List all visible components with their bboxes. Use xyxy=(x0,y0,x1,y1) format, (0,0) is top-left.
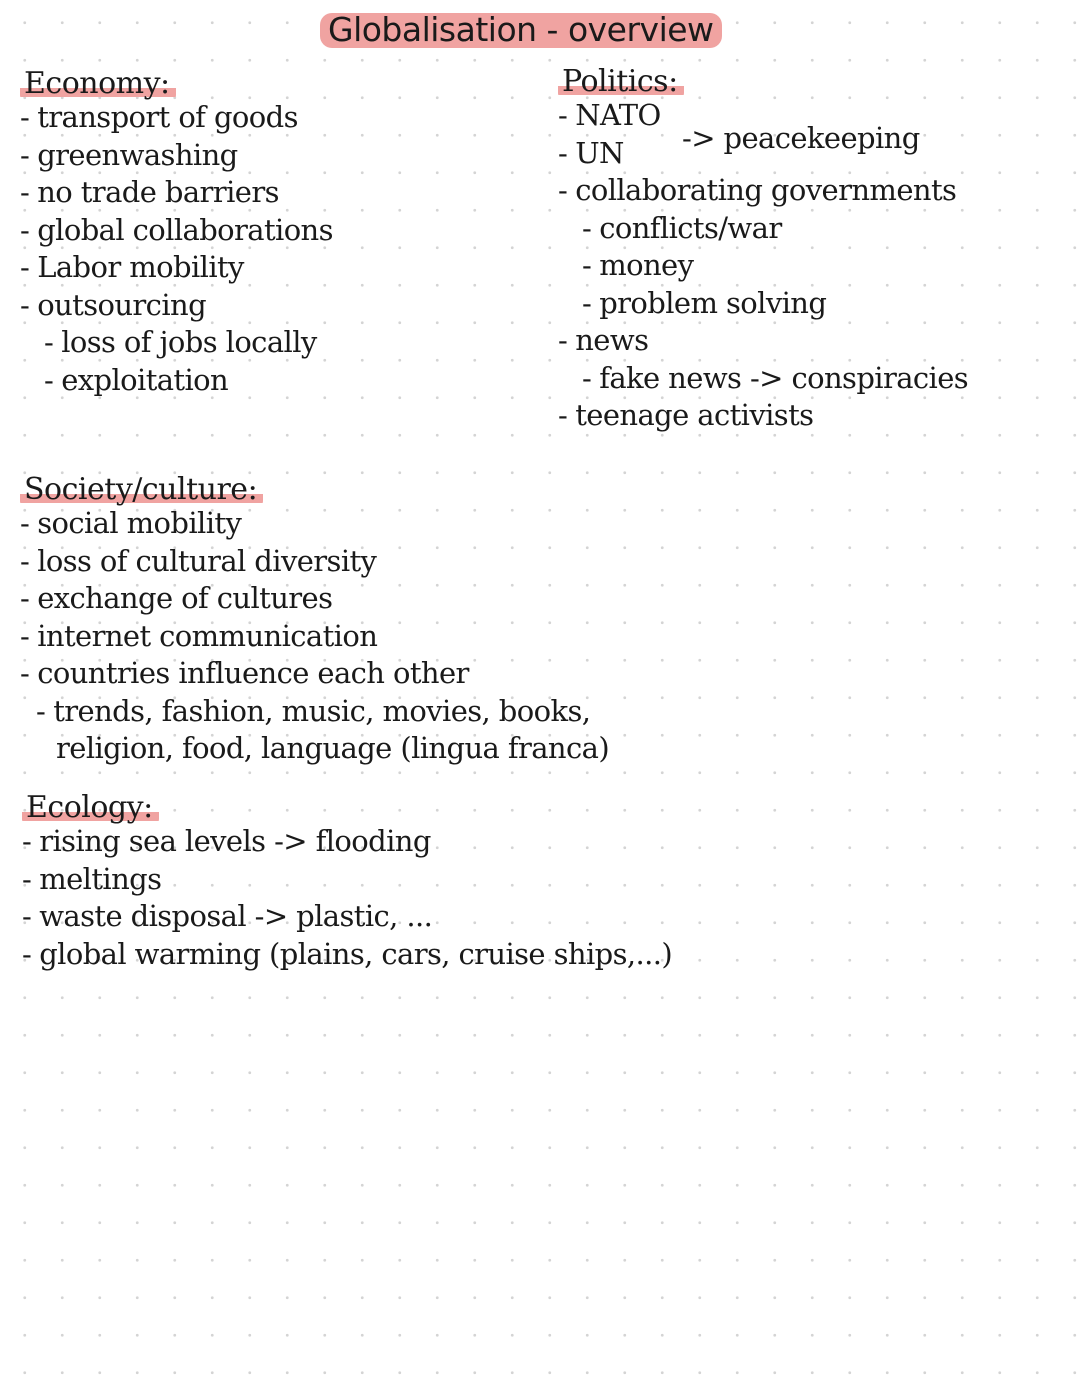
list-item: - social mobility xyxy=(20,506,242,540)
list-item: - news xyxy=(558,323,649,357)
list-subitem: - trends, fashion, music, movies, books, xyxy=(36,693,591,728)
list-item: - global warming (plains, cars, cruise ships,...) xyxy=(22,936,673,971)
list-item: - outsourcing xyxy=(20,287,207,322)
peacekeeping-note: -> peacekeeping xyxy=(682,121,920,155)
list-item: - collaborating governments xyxy=(558,173,957,207)
list-subitem: - exploitation xyxy=(44,362,229,397)
list-subitem: - conflicts/war xyxy=(582,210,782,245)
list-item: - teenage activists xyxy=(558,398,814,432)
ecology-list xyxy=(22,823,672,973)
politics-heading: Politics: xyxy=(558,64,684,99)
list-subitem: - money xyxy=(582,248,694,282)
list-item: - no trade barriers xyxy=(20,175,279,209)
list-item: - waste disposal -> plastic, ... xyxy=(22,899,433,933)
list-subitem: - fake news -> conspiracies xyxy=(582,360,969,395)
page-title-text: Globalisation - overview xyxy=(320,13,722,48)
economy-section xyxy=(20,66,333,399)
list-continuation: religion, food, language (lingua franca) xyxy=(56,731,610,765)
list-item: - rising sea levels -> flooding xyxy=(22,824,431,858)
list-subitem: - problem solving xyxy=(582,285,827,320)
economy-list xyxy=(20,99,333,399)
list-item: - exchange of cultures xyxy=(20,581,333,615)
society-heading: Society/culture: xyxy=(20,472,263,507)
list-item: - loss of cultural diversity xyxy=(20,543,377,578)
list-item: - Labor mobility xyxy=(20,250,244,284)
list-subitem: - loss of jobs locally xyxy=(44,325,317,359)
list-item: - greenwashing xyxy=(20,137,238,172)
list-item: - NATO xyxy=(558,98,661,132)
list-item: - meltings xyxy=(22,861,162,896)
ecology-heading: Ecology: xyxy=(22,790,159,825)
list-item: - UN xyxy=(558,135,624,170)
politics-section xyxy=(558,64,968,435)
list-item: - countries influence each other xyxy=(20,656,469,690)
list-item: - global collaborations xyxy=(20,212,333,247)
society-list xyxy=(20,505,609,768)
ecology-section xyxy=(22,790,672,973)
page-title xyxy=(320,10,722,49)
society-section xyxy=(20,472,609,768)
list-item: - internet communication xyxy=(20,618,378,653)
list-item: - transport of goods xyxy=(20,100,298,134)
economy-heading: Economy: xyxy=(20,66,176,101)
